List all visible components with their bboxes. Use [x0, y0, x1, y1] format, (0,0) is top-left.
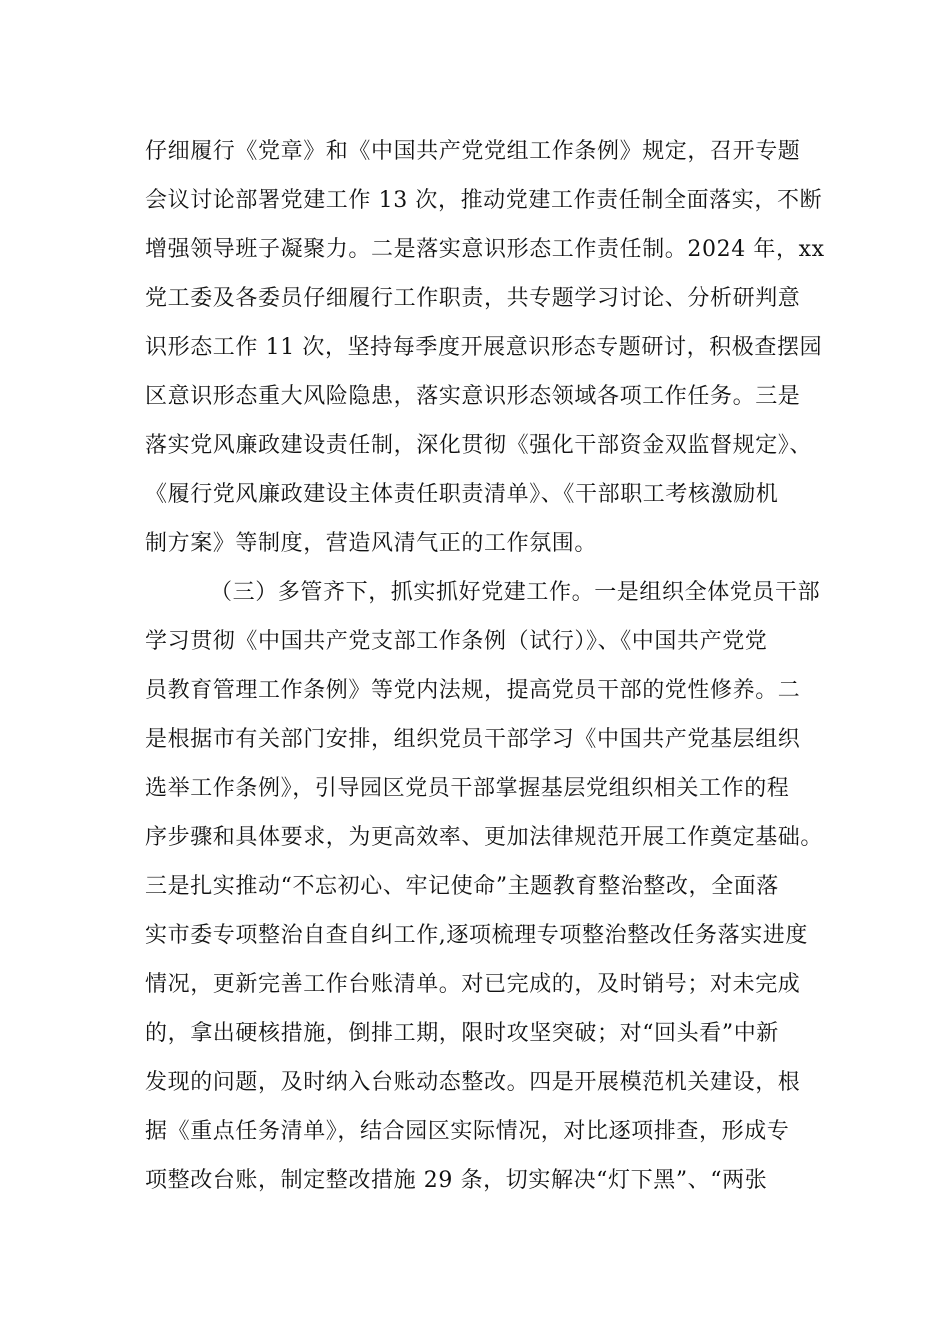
text-line: 的，拿出硬核措施，倒排工期，限时攻坚突破；对“回头看”中新	[145, 1021, 779, 1046]
text-line: 员教育管理工作条例》等党内法规，提高党员干部的党性修养。二	[145, 678, 801, 703]
text-line: 实市委专项整治自查自纠工作,逐项梳理专项整治整改任务落实进度	[145, 923, 808, 948]
text-line: 增强领导班子凝聚力。二是落实意识形态工作责任制。2024 年，xx	[145, 237, 825, 262]
text-line: 发现的问题，及时纳入台账动态整改。四是开展模范机关建设，根	[145, 1070, 801, 1095]
text-line: 会议讨论部署党建工作 13 次，推动党建工作责任制全面落实，不断	[145, 188, 823, 213]
text-line: 项整改台账，制定整改措施 29 条，切实解决“灯下黑”、“两张	[145, 1168, 768, 1193]
text-line: 落实党风廉政建设责任制，深化贯彻《强化干部资金双监督规定》、	[145, 433, 813, 458]
text-line: 情况，更新完善工作台账清单。对已完成的，及时销号；对未完成	[145, 972, 801, 997]
text-line: 党工委及各委员仔细履行工作职责，共专题学习讨论、分析研判意	[145, 286, 801, 311]
text-line: 是根据市有关部门安排，组织党员干部学习《中国共产党基层组织	[145, 727, 801, 752]
section-heading-line: （三）多管齐下，抓实抓好党建工作。一是组织全体党员干部	[210, 580, 821, 605]
text-line: 据《重点任务清单》，结合园区实际情况，对比逐项排查，形成专	[145, 1119, 790, 1144]
text-line: 序步骤和具体要求，为更高效率、更加法律规范开展工作奠定基础。	[145, 825, 824, 850]
text-line: 仔细履行《党章》和《中国共产党党组工作条例》规定，召开专题	[145, 139, 801, 164]
text-line: 区意识形态重大风险隐患，落实意识形态领域各项工作任务。三是	[145, 384, 801, 409]
text-line: 学习贯彻《中国共产党支部工作条例（试行）》、《中国共产党党	[145, 629, 768, 654]
text-line: 三是扎实推动“不忘初心、牢记使命”主题教育整治整改，全面落	[145, 874, 779, 899]
text-line: 《履行党风廉政建设主体责任职责清单》、《干部职工考核激励机	[145, 482, 779, 507]
text-line: 选举工作条例》，引导园区党员干部掌握基层党组织相关工作的程	[145, 776, 790, 801]
text-line: 识形态工作 11 次，坚持每季度开展意识形态专题研讨，积极查摆园	[145, 335, 823, 360]
text-line: 制方案》等制度，营造风清气正的工作氛围。	[145, 531, 598, 556]
